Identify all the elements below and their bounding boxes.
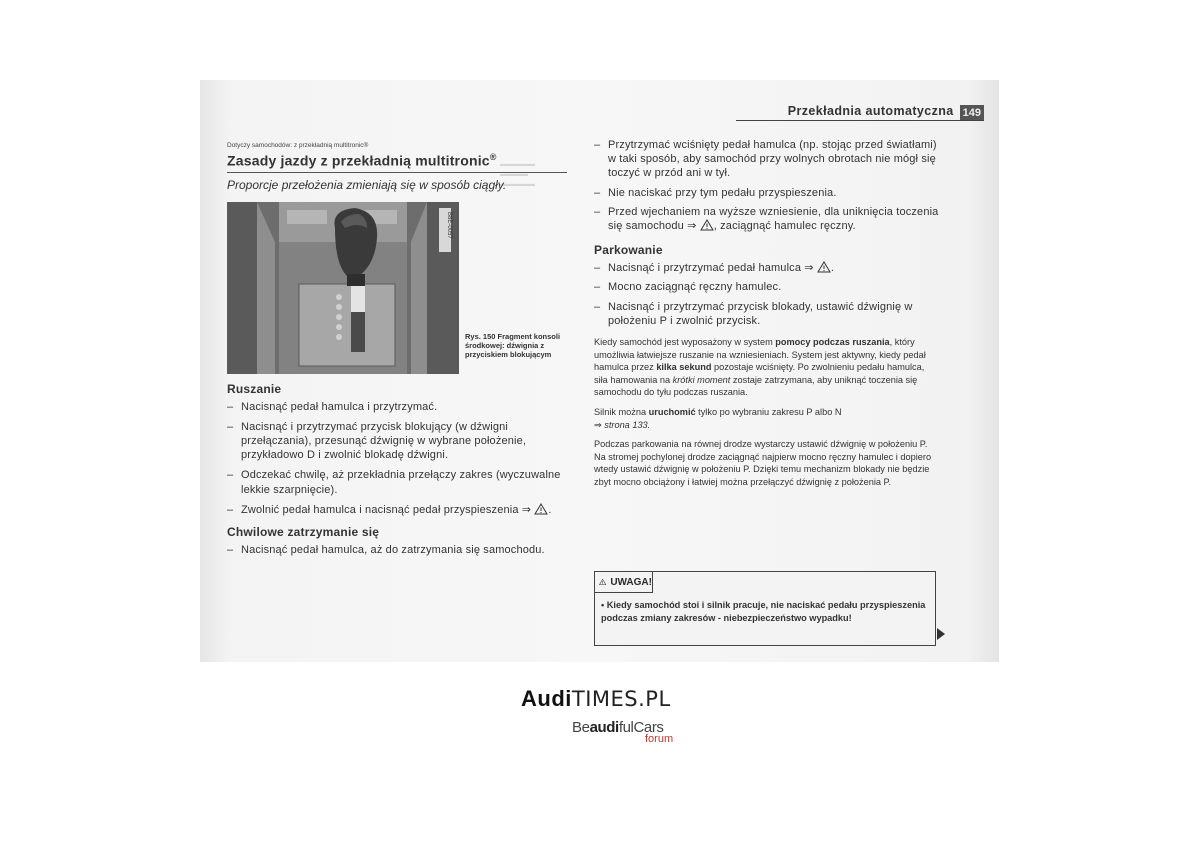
registered-mark: ® [489, 152, 497, 162]
warning-box [594, 571, 936, 646]
figure [227, 202, 572, 374]
list-item-text: Nacisnąć i przytrzymać przycisk blokady, ustawić dźwignię w położeniu P i zwolnić przycisk. [608, 300, 913, 327]
section-parking-list [594, 261, 939, 328]
paragraph-parking-slope: Podczas parkowania na równej drodze wystarczy ustawić dźwignię w położeniu P. Na stromej pochylonej drodze zaciągnąć najpierw mocno ręczny hamulec i dopiero wtedy ustawić dźwignię w położeniu P. Dzięki temu mechanizm blokady nie będzie zbyt mocno obciążony i łatwiej można przełączyć dźwignię z położenia P. [594, 439, 932, 487]
warning-triangle-icon [817, 261, 831, 273]
text-run: Silnik można [594, 407, 649, 417]
list-item [227, 468, 572, 496]
logo-part: fulCars [618, 719, 664, 736]
list-item-text: Mocno zaciągnąć ręczny hamulec. [608, 281, 782, 294]
list-item [594, 300, 939, 328]
page-reference-link[interactable]: ⇒ strona 133. [594, 419, 651, 430]
warning-triangle-icon [599, 575, 606, 589]
warning-text: • Kiedy samochód stoi i silnik pracuje, nie naciskać pedału przyspieszenia podczas zmiany zakresów - niebezpieczeństwo wypadku! [601, 600, 926, 623]
text-run: , który umożliwia łatwiejsze ruszanie na wzniesieniach. System jest aktywny, kiedy pedał hamulca przez [594, 337, 926, 373]
list-item-text: Zwolnić pedał hamulca i nacisnąć pedał przyspieszenia ⇒ [241, 503, 532, 516]
logo-audi-text: Audi [521, 686, 572, 711]
list-item-text: Nacisnąć i przytrzymać przycisk blokujący (w dźwigni przełączania), przesunąć dźwignię w wybrane położenie, przykładowo D i zwolnić blokadę dźwigni. [241, 420, 527, 462]
paragraph-hill-assist [594, 336, 939, 399]
list-item-text: Odczekać chwilę, aż przekładnia przełączy zakres (wyczuwalne lekkie szarpnięcie). [241, 469, 561, 496]
continue-arrow-icon [937, 628, 945, 640]
text-run: tylko po wybraniu zakresu P albo N [695, 407, 842, 417]
logo-forum: forum [645, 733, 674, 745]
text-run-bold: uruchomić [648, 407, 696, 417]
main-heading [227, 152, 567, 173]
ghost-text-decoration: ▬▬▬▬▬ ▬▬▬▬ ▬▬▬▬▬ [500, 161, 535, 188]
list-item [594, 138, 939, 181]
page-number: 149 [960, 105, 984, 120]
section-stop-list [227, 543, 572, 557]
section-ruszanie-list [227, 400, 572, 517]
figure-code: B8E-0057 [446, 211, 452, 239]
section-parking-title: Parkowanie [594, 243, 663, 258]
page-header [736, 100, 984, 121]
figure-caption: Rys. 150 Fragment konsoli środkowej: dźwignia z przyciskiem blokującym [465, 331, 561, 359]
site-logo [521, 686, 721, 756]
list-item [594, 280, 939, 294]
applies-to-note: Dotyczy samochodów: z przekładnią multitronic® [227, 142, 369, 149]
left-column [227, 142, 572, 563]
text-run: zostaje zatrzymana, aby uniknąć toczenia się samochodu do tyłu podczas ruszania. [594, 374, 918, 398]
list-item [227, 543, 572, 557]
scanned-manual-page [200, 80, 999, 662]
list-item [594, 186, 939, 200]
text-run-bold: kilka sekund [656, 362, 712, 373]
list-item: – Zwolnić pedał hamulca i nacisnąć pedał przyspieszenia ⇒ . [227, 503, 572, 517]
text-run: Kiedy samochód jest wyposażony w system [594, 337, 776, 348]
warning-label: UWAGA! [610, 576, 652, 588]
list-item-text: Nie naciskać przy tym pedału przyspieszenia. [608, 186, 837, 199]
section-stop-title: Chwilowe zatrzymanie się [227, 525, 380, 540]
main-heading-text: Zasady jazdy z przekładnią multitronic [227, 152, 490, 169]
list-item: – Nacisnąć i przytrzymać pedał hamulca ⇒ . [594, 261, 939, 275]
text-run: pozostaje wciśnięty. Po zwolnieniu pedału hamulca, siła hamowania na [594, 362, 925, 385]
list-item [227, 400, 572, 414]
list-item-text: Przytrzymać wciśnięty pedał hamulca (np. stojąc przed światłami) w taki sposób, aby samochód przy wolnych obrotach nie mógł się toczyć w przód ani w tył. [608, 139, 937, 180]
gear-lever-illustration [227, 202, 459, 374]
text-run-bold: pomocy podczas ruszania [775, 337, 890, 348]
section-ruszanie-title: Ruszanie [227, 381, 282, 396]
list-item-text: Nacisnąć pedał hamulca i przytrzymać. [241, 400, 438, 413]
text-run-italic: krótki moment [672, 374, 731, 385]
logo-times-text: TIMES.PL [571, 687, 671, 711]
right-column [594, 138, 939, 496]
list-item [594, 205, 939, 233]
warning-header [595, 572, 653, 593]
logo-audi-times [521, 686, 721, 712]
list-item [227, 420, 572, 463]
list-item-text: Nacisnąć pedał hamulca, aż do zatrzymania się samochodu. [241, 544, 545, 557]
list-item-text: , zaciągnąć hamulec ręczny. [713, 220, 856, 233]
gear-lever-photo [227, 202, 459, 374]
logo-part: Be [572, 719, 590, 736]
list-item-text: Nacisnąć i przytrzymać pedał hamulca ⇒ [608, 262, 814, 275]
warning-triangle-icon [534, 503, 548, 515]
subtitle: Proporcje przełożenia zmieniają się w sposób ciągły. [227, 177, 507, 192]
section-title: Przekładnia automatyczna [787, 104, 954, 118]
warning-triangle-icon [700, 219, 714, 231]
logo-part: audi [589, 719, 619, 736]
paragraph-engine-start [594, 406, 939, 431]
stop-continued-list [594, 138, 939, 233]
list-item-text: Przed wjechaniem na wyższe wzniesienie, dla uniknięcia toczenia się samochodu ⇒ [608, 205, 939, 233]
